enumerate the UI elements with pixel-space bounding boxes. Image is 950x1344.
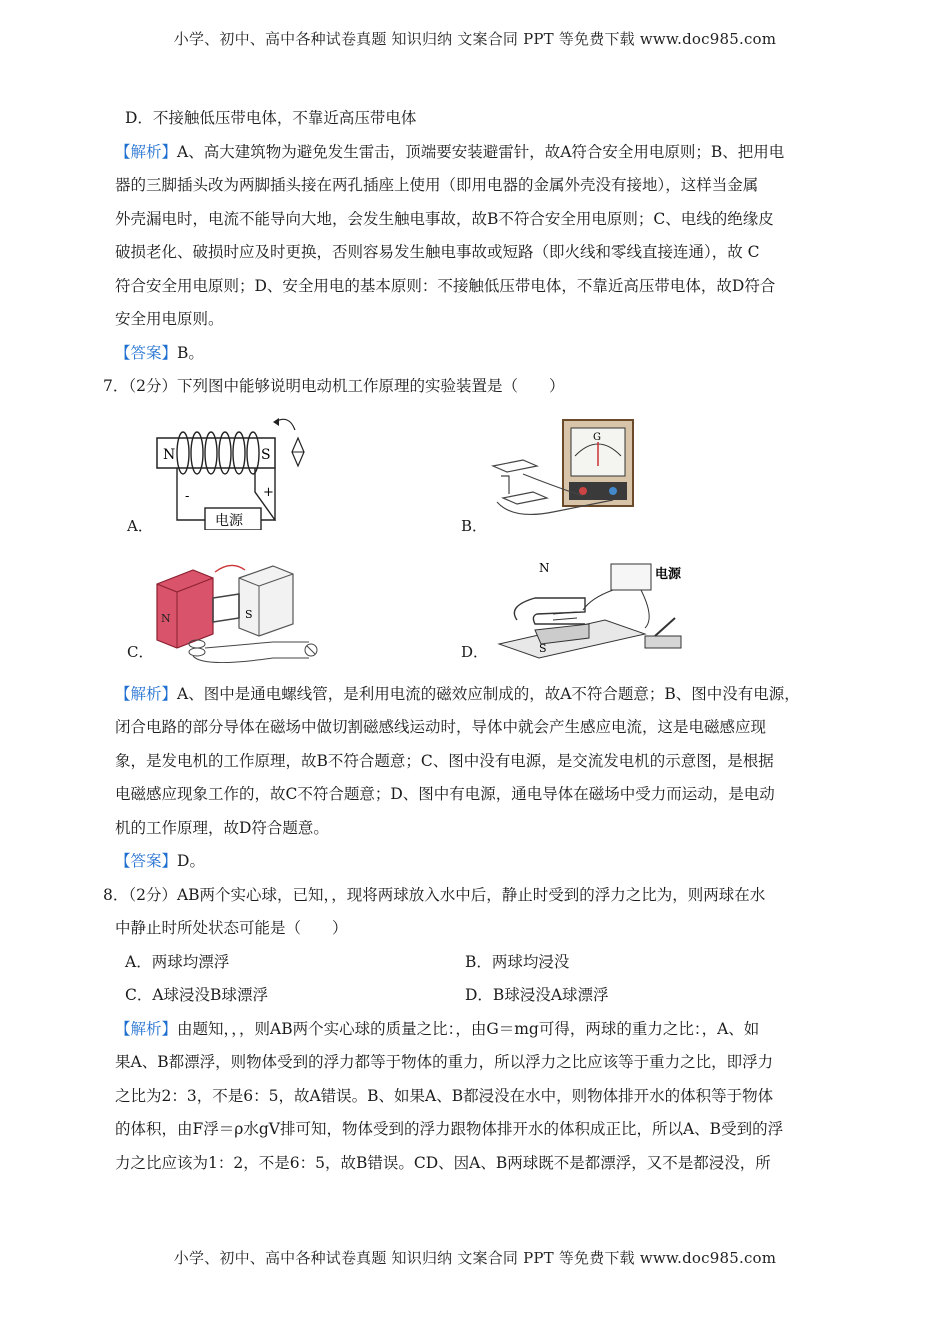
figure-d-motor [495, 558, 695, 668]
answer-tag: 【答案】 [115, 343, 178, 362]
q7-analysis-line-4: 机的工作原理，故D符合题意。 [115, 818, 329, 837]
q8-analysis-line-3: 的体积，由F浮＝ρ水gV排可知，物体受到的浮力跟物体排开水的体积成正比，所以A、B受到的浮 [115, 1120, 784, 1138]
answer-tag: 【答案】 [115, 852, 178, 870]
figure-c-generator [153, 558, 333, 668]
q6-analysis-line-4: 符合安全用电原则；D、安全用电的基本原则：不接触低压带电体，不靠近高压带电体，故D符合 [115, 276, 776, 295]
fig-label-d: D． [461, 642, 489, 661]
fig-b-g-label: G [593, 431, 601, 443]
fig-label-a: A． [127, 516, 153, 535]
q6-analysis-line-2: 外壳漏电时，电流不能导向大地，会发生触电事故，故B不符合安全用电原则；C、电线的绝缘皮 [115, 209, 774, 228]
q8-analysis-line-0 [115, 1013, 845, 1047]
analysis-text: 由题知，，，则AB两个实心球的质量之比：，由G＝mg可得，两球的重力之比：，A、如 [177, 1019, 760, 1038]
q8-option-c: C．A球浸没B球漂浮 [125, 986, 268, 1004]
q7-stem: 7．（2分）下列图中能够说明电动机工作原理的实验装置是（ ） [103, 377, 565, 395]
fig-a-minus: - [185, 488, 190, 504]
q7-answer [115, 845, 845, 879]
analysis-tag: 【解析】 [115, 142, 178, 161]
analysis-text: A、高大建筑物为避免发生雷击，顶端要安装避雷针，故A符合安全用电原则；B、把用电 [177, 142, 785, 161]
q8-option-b: B．两球均浸没 [465, 952, 570, 971]
q6-analysis-line-0 [115, 136, 845, 170]
q6-answer [115, 337, 845, 371]
fig-label-b: B． [461, 516, 488, 535]
q8-options-row-1 [115, 946, 845, 980]
q8-stem-line-0: 8．（2分）AB两个实心球，已知，，现将两球放入水中后，静止时受到的浮力之比为，则两球在水 [103, 885, 766, 904]
fig-a-s-label: S [261, 446, 271, 463]
fig-a-n-label: N [163, 446, 176, 463]
q8-analysis-line-2: 之比为2：3，不是6：5，故A错误。B、如果A、B都浸没在水中，则物体排开水的体积等于物体 [115, 1086, 774, 1105]
q7-analysis-line-2: 象，是发电机的工作原理，故B不符合题意；C、图中没有电源，是交流发电机的示意图，是根据 [115, 751, 774, 770]
fig-c-n-label: N [161, 611, 171, 625]
fig-c-s-label: S [245, 607, 253, 621]
q8-options-row-2 [115, 979, 845, 1013]
q8-option-d: D．B球浸没A球漂浮 [465, 986, 609, 1004]
page-header: 小学、初中、高中各种试卷真题 知识归纳 文案合同 PPT 等免费下载 www.doc985.com [173, 30, 777, 48]
q6-option-d: D．不接触低压带电体，不靠近高压带电体 [125, 109, 417, 127]
fig-a-plus: + [263, 484, 274, 500]
answer-text: B。 [177, 343, 204, 362]
fig-d-n-label: N [539, 560, 550, 575]
fig-label-c: C． [127, 642, 154, 661]
analysis-tag: 【解析】 [115, 684, 178, 703]
analysis-text: A、图中是通电螺线管，是利用电流的磁效应制成的，故A不符合题意；B、图中没有电源， [177, 684, 800, 703]
figure-a-solenoid [155, 412, 345, 530]
q6-analysis-line-5: 安全用电原则。 [115, 310, 224, 328]
q7-analysis-line-3: 电磁感应现象工作的，故C不符合题意；D、图中有电源，通电导体在磁场中受力而运动，是电动 [115, 785, 775, 803]
fig-d-s-label: S [539, 641, 547, 655]
fig-d-power: 电源 [655, 566, 682, 582]
page-footer: 小学、初中、高中各种试卷真题 知识归纳 文案合同 PPT 等免费下载 www.doc985.com [173, 1249, 777, 1267]
q6-analysis-line-3: 破损老化、破损时应及时更换，否则容易发生触电事故或短路（即火线和零线直接连通），故 C [115, 243, 760, 261]
analysis-tag: 【解析】 [115, 1019, 178, 1038]
document-body [103, 102, 845, 1180]
figure-b-galvanometer [483, 416, 693, 534]
q7-figures [115, 408, 845, 678]
q8-analysis-line-1: 果A、B都漂浮，则物体受到的浮力都等于物体的重力，所以浮力之比应该等于重力之比，即浮力 [115, 1053, 774, 1071]
q6-analysis-line-1: 器的三脚插头改为两脚插头接在两孔插座上使用（即用电器的金属外壳没有接地），这样当金属 [115, 176, 759, 194]
fig-a-power: 电源 [215, 512, 243, 529]
answer-text: D。 [177, 852, 205, 870]
q8-option-a: A．两球均漂浮 [125, 952, 230, 971]
q8-analysis-line-4: 力之比应该为1：2，不是6：5，故B错误。CD、因A、B两球既不是都漂浮，又不是都浸没，所 [115, 1153, 771, 1172]
q7-analysis-line-1: 闭合电路的部分导体在磁场中做切割磁感线运动时，导体中就会产生感应电流，这是电磁感应现 [115, 718, 767, 736]
q8-stem-line-1: 中静止时所处状态可能是（ ） [115, 919, 348, 937]
q7-analysis-line-0 [115, 678, 845, 712]
